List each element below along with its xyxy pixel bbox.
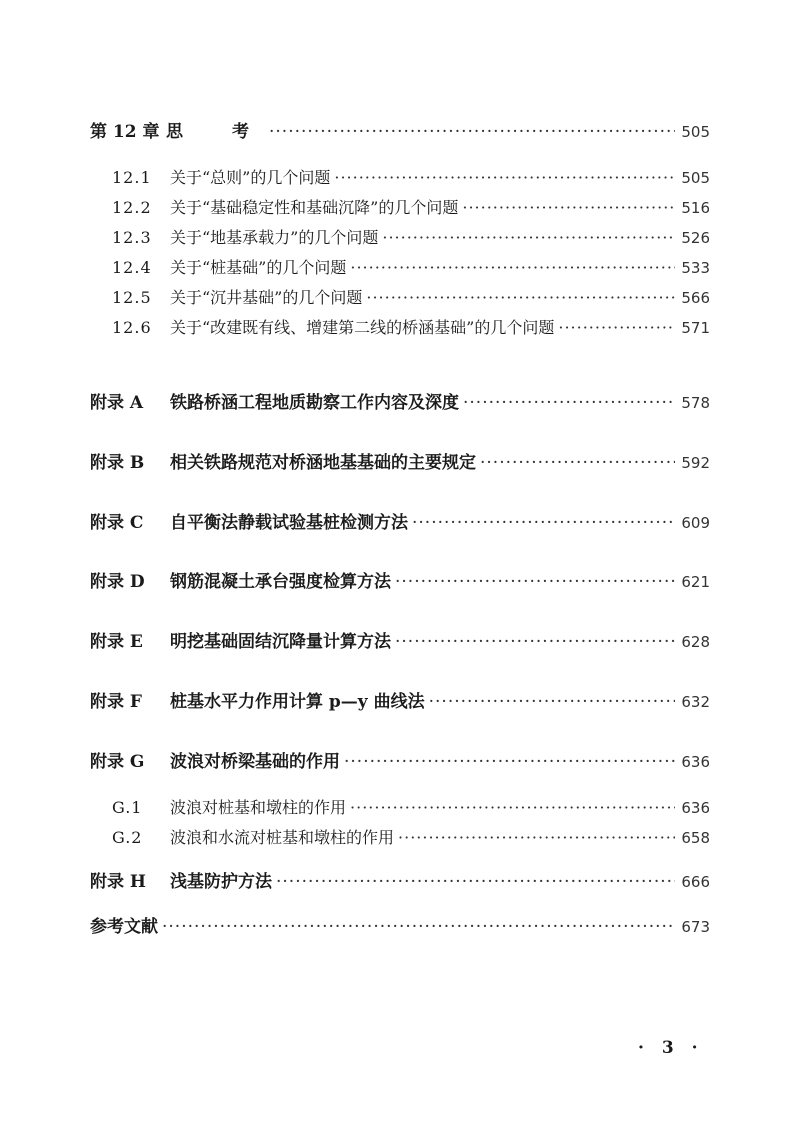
section-number: 12.1: [112, 168, 152, 187]
toc-section-12-4[interactable]: [112, 256, 710, 280]
dot-leader: [344, 750, 675, 774]
section-title: 关于“地基承载力”的几个问题: [170, 228, 379, 247]
section-title: 关于“基础稳定性和基础沉降”的几个问题: [170, 198, 459, 217]
dot-leader: [462, 196, 675, 220]
appendix-title: 浅基防护方法: [170, 872, 272, 892]
section-number: 12.4: [112, 258, 152, 277]
section-title: 波浪和水流对桩基和墩柱的作用: [170, 828, 395, 847]
dot-leader: [350, 256, 675, 280]
page-number: 526: [681, 229, 710, 247]
page-number: 516: [681, 199, 710, 217]
page-number: 628: [681, 633, 710, 651]
section-number: 12.2: [112, 198, 152, 217]
page-number: 578: [681, 394, 710, 412]
appendix-title: 铁路桥涵工程地质勘察工作内容及深度: [170, 393, 459, 413]
toc-appendix-c[interactable]: [90, 511, 710, 535]
section-number: 12.6: [112, 318, 152, 337]
dot-leader: [429, 690, 676, 714]
appendix-label: 附录 A: [90, 393, 144, 413]
toc-appendix-g[interactable]: [90, 750, 710, 774]
dot-leader: [558, 316, 675, 340]
dot-leader: [366, 286, 675, 310]
appendix-title: 钢筋混凝土承台强度检算方法: [170, 572, 391, 592]
dot-leader: [463, 391, 675, 415]
page-number: 666: [681, 873, 710, 891]
toc-section-12-2[interactable]: [112, 196, 710, 220]
page-number: 621: [681, 573, 710, 591]
page-number: 636: [681, 753, 710, 771]
appendix-title: 明挖基础固结沉降量计算方法: [170, 632, 391, 652]
toc-section-g-1[interactable]: [112, 796, 710, 820]
appendix-title: 波浪对桥梁基础的作用: [170, 752, 340, 772]
appendix-label: 附录 E: [90, 632, 143, 652]
toc-section-12-3[interactable]: [112, 226, 710, 250]
toc-appendix-h[interactable]: [90, 870, 710, 894]
dot-leader: [382, 226, 675, 250]
chapter-number: 第 12 章: [90, 122, 160, 142]
appendix-label: 附录 H: [90, 872, 146, 892]
page-folio: · 3 ·: [638, 1038, 704, 1058]
dot-leader: [412, 511, 675, 535]
page-number: 658: [681, 829, 710, 847]
dot-leader: [480, 451, 675, 475]
page-number: 571: [681, 319, 710, 337]
page-number: 566: [681, 289, 710, 307]
page-number: 533: [681, 259, 710, 277]
toc-appendix-b[interactable]: [90, 451, 710, 475]
section-title: 关于“桩基础”的几个问题: [170, 258, 347, 277]
section-number: 12.3: [112, 228, 152, 247]
section-title: 关于“改建既有线、增建第二线的桥涵基础”的几个问题: [170, 318, 555, 337]
toc-section-12-1[interactable]: [112, 166, 710, 190]
appendix-label: 附录 D: [90, 572, 145, 592]
appendix-label: 附录 B: [90, 453, 145, 473]
appendix-label: 附录 F: [90, 692, 142, 712]
page-number: 609: [681, 514, 710, 532]
toc-chapter-12[interactable]: [90, 120, 710, 144]
section-title: 关于“总则”的几个问题: [170, 168, 331, 187]
appendix-title: 桩基水平力作用计算 p—y 曲线法: [170, 692, 425, 712]
section-title: 波浪对桩基和墩柱的作用: [170, 798, 347, 817]
page-number: 505: [681, 169, 710, 187]
page-number: 505: [681, 123, 710, 141]
toc-appendix-d[interactable]: [90, 570, 710, 594]
appendix-title: 相关铁路规范对桥涵地基基础的主要规定: [170, 453, 476, 473]
toc-appendix-f[interactable]: [90, 690, 710, 714]
appendix-label: 附录 G: [90, 752, 145, 772]
dot-leader: [395, 630, 675, 654]
toc-section-12-6[interactable]: [112, 316, 710, 340]
toc-references[interactable]: [90, 915, 710, 939]
page-number: 632: [681, 693, 710, 711]
appendix-title: 自平衡法静载试验基桩检测方法: [170, 513, 408, 533]
section-number: 12.5: [112, 288, 152, 307]
section-title: 关于“沉井基础”的几个问题: [170, 288, 363, 307]
dot-leader: [350, 796, 675, 820]
toc-appendix-a[interactable]: [90, 391, 710, 415]
references-title: 参考文献: [90, 917, 158, 937]
section-number: G.2: [112, 828, 143, 847]
dot-leader: [276, 870, 675, 894]
toc-appendix-e[interactable]: [90, 630, 710, 654]
dot-leader: [162, 915, 675, 939]
page-number: 673: [681, 918, 710, 936]
chapter-title: 思 考: [166, 122, 265, 142]
dot-leader: [334, 166, 675, 190]
page-number: 636: [681, 799, 710, 817]
dot-leader: [398, 826, 675, 850]
page-number: 592: [681, 454, 710, 472]
toc-section-12-5[interactable]: [112, 286, 710, 310]
section-number: G.1: [112, 798, 143, 817]
toc-section-g-2[interactable]: [112, 826, 710, 850]
dot-leader: [269, 120, 675, 144]
dot-leader: [395, 570, 675, 594]
appendix-label: 附录 C: [90, 513, 144, 533]
